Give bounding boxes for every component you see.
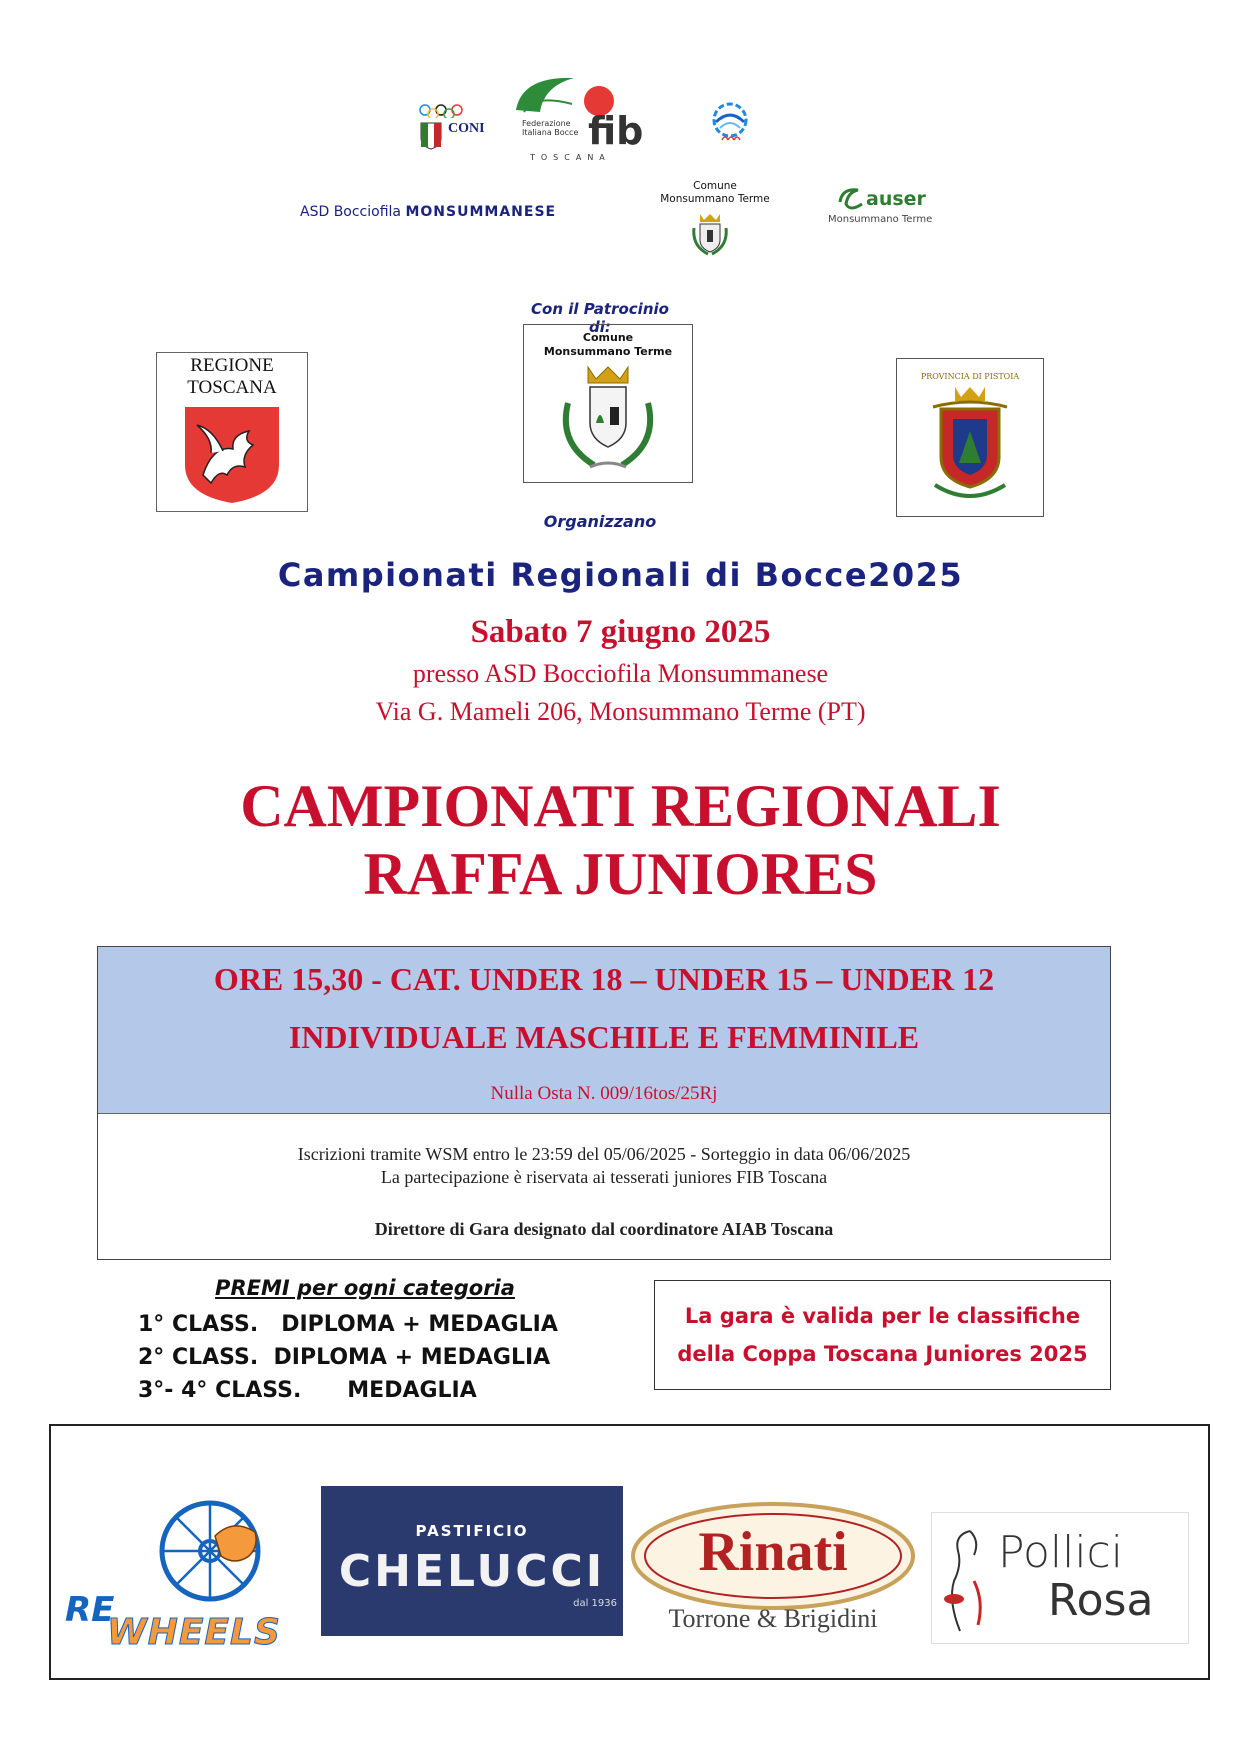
validity-box — [654, 1280, 1111, 1390]
provincia-coat-of-arms-icon — [915, 367, 1025, 507]
prize-row: 2° CLASS. DIPLOMA + MEDAGLIA — [138, 1345, 551, 1370]
prize-row: 1° CLASS. DIPLOMA + MEDAGLIA — [138, 1312, 558, 1337]
rosa-word: Rosa — [1048, 1575, 1154, 1626]
asd-logo-label — [300, 204, 556, 220]
coni-label: CONI — [448, 121, 485, 136]
provincia-label: PROVINCIA DI PISTOIA — [920, 372, 1020, 381]
patronage-heading: Con il Patrocinio di: — [531, 300, 669, 336]
pollici-word: Pollici — [998, 1527, 1123, 1578]
auser-subtitle: Monsummano Terme — [828, 214, 933, 225]
chelucci-since: dal 1936 — [573, 1598, 617, 1609]
comune-box-line1: Comune — [582, 331, 634, 344]
competition-format: INDIVIDUALE MASCHILE E FEMMINILE — [288, 1019, 920, 1055]
pegasus-shield-icon — [183, 405, 281, 505]
rewheels-wheel-icon — [155, 1496, 265, 1606]
comune-box-label — [524, 331, 692, 359]
coni-rings-icon — [418, 104, 464, 118]
event-date: Sabato 7 giugno 2025 — [470, 614, 771, 650]
info-highlight-band — [98, 947, 1110, 1114]
comune-small-line2: Monsummano Terme — [660, 193, 770, 206]
organizers-label: Organizzano — [543, 512, 657, 531]
comune-coat-of-arms-icon — [554, 363, 662, 475]
info-box — [97, 946, 1111, 1260]
director-text: Direttore di Gara designato dal coordinatore AIAB Toscana — [374, 1219, 834, 1239]
provincia-pistoia-logo — [896, 358, 1044, 517]
time-categories: ORE 15,30 - CAT. UNDER 18 – UNDER 15 – UNDER 12 — [213, 961, 995, 997]
fib-wordmark: fib — [588, 109, 644, 153]
event-venue: presso ASD Bocciofila Monsummanese — [412, 659, 829, 688]
pollici-rosa-logo — [931, 1512, 1189, 1644]
fib-federation-label: Federazione Italiana Bocce — [522, 119, 579, 137]
permit-number: Nulla Osta N. 009/16tos/25Rj — [490, 1083, 718, 1104]
regione-line1: REGIONE — [190, 355, 274, 376]
comune-small-line1: Comune — [693, 180, 737, 192]
fib-logo-icon — [514, 74, 580, 114]
chelucci-wordmark: CHELUCCI — [338, 1546, 606, 1597]
asd-name: MONSUMMANESE — [405, 204, 557, 220]
registration-text: Iscrizioni tramite WSM entro le 23:59 del 05/06/2025 - Sorteggio in data 06/06/2025 — [297, 1144, 911, 1164]
sponsors-panel — [49, 1424, 1210, 1680]
pollici-figure-icon — [940, 1521, 996, 1635]
rewheels-wheels: WHEELS — [107, 1612, 281, 1653]
regione-line2: TOSCANA — [187, 377, 277, 398]
chelucci-logo — [321, 1486, 623, 1636]
fib-region-label: TOSCANA — [530, 153, 611, 162]
comune-logo-label — [650, 180, 780, 206]
auser-logo-icon — [836, 186, 866, 212]
prizes-heading: PREMI per ogni categoria — [215, 1276, 515, 1300]
chelucci-pastificio: PASTIFICIO — [415, 1522, 529, 1540]
comune-box-line2: Monsummano Terme — [543, 345, 673, 358]
eligibility-text: La partecipazione è riservata ai tesserati juniores FIB Toscana — [380, 1167, 828, 1187]
rinati-subtitle: Torrone & Brigidini — [668, 1604, 878, 1633]
prize-row: 3°- 4° CLASS. MEDAGLIA — [138, 1378, 477, 1403]
rinati-wordmark: Rinati — [698, 1521, 848, 1583]
asd-prefix: ASD Bocciofila — [300, 204, 402, 220]
main-title-line1: CAMPIONATI REGIONALI — [240, 773, 1001, 839]
comune-crest-icon — [690, 210, 730, 256]
event-address: Via G. Mameli 206, Monsummano Terme (PT) — [375, 697, 866, 726]
registration-info — [98, 1143, 1110, 1189]
validity-line1: La gara è valida per le classifiche — [684, 1304, 1081, 1328]
main-title-line2: RAFFA JUNIORES — [363, 841, 878, 907]
auser-wordmark: auser — [866, 188, 926, 210]
main-title — [0, 772, 1241, 908]
paralympic-logo-icon — [708, 100, 752, 144]
regione-toscana-logo — [156, 352, 308, 512]
validity-line2: della Coppa Toscana Juniores 2025 — [677, 1342, 1088, 1366]
validity-text — [655, 1297, 1110, 1373]
comune-monsummano-logo — [523, 324, 693, 483]
rewheels-re: RE — [65, 1590, 115, 1630]
championship-banner: Campionati Regionali di Bocce2025 — [277, 556, 964, 594]
coni-shield-icon — [420, 122, 442, 150]
regione-label — [157, 355, 307, 399]
